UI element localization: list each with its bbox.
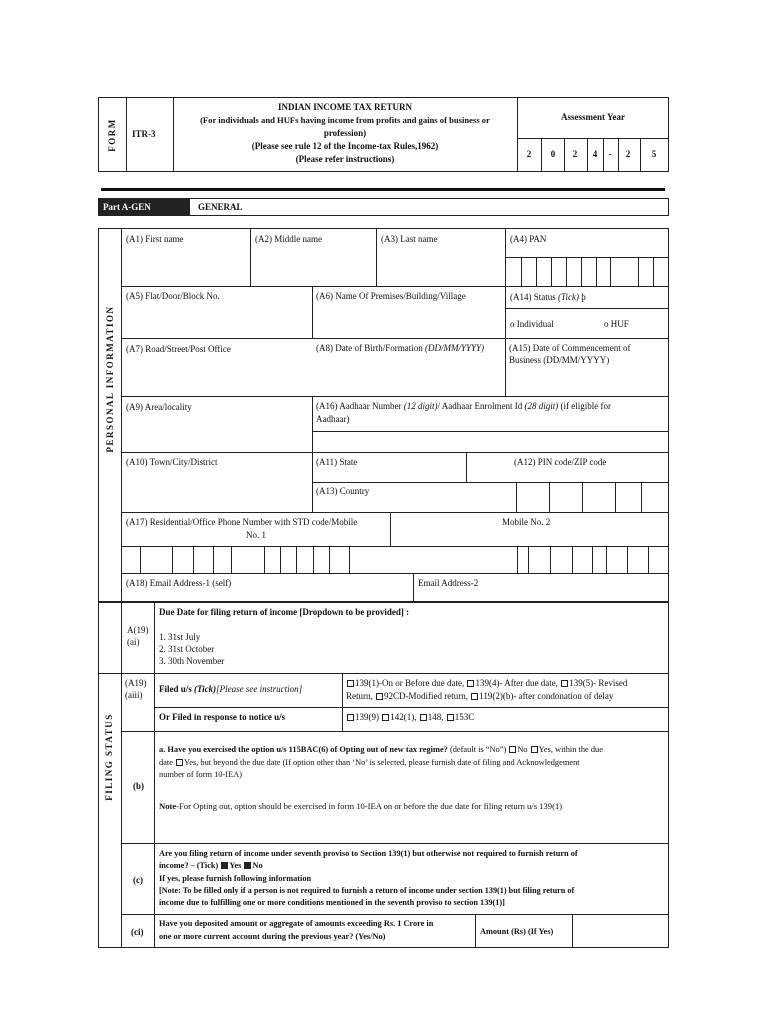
- checkbox-icon[interactable]: [509, 746, 516, 753]
- premises-label: (A6) Name Of Premises/Building/Village: [316, 291, 466, 301]
- c-line-4: [Note: To be filled only if a person is not required to furnish a return of income under section 139(1) but filing return of: [159, 886, 575, 895]
- form-title: INDIAN INCOME TAX RETURN: [278, 102, 412, 112]
- personal-info-side-label: PERSONAL INFORMATION: [105, 305, 115, 453]
- checkbox-icon[interactable]: [244, 862, 251, 869]
- a19-aiii-label-2: (aiii): [125, 690, 143, 700]
- last-name-label: (A3) Last name: [381, 234, 438, 244]
- c-line-1: Are you filing return of income under seventh proviso to Section 139(1) but otherwise not required to furnish return of: [159, 849, 578, 858]
- flat-door-label: (A5) Flat/Door/Block No.: [126, 291, 220, 301]
- status-individual-option[interactable]: o Individual: [510, 319, 554, 329]
- status-label: (A14) Status (Tick) þ: [510, 292, 586, 302]
- due-date-title: Due Date for filing return of income [Dropdown to be provided] :: [159, 607, 410, 617]
- town-city-label: (A10) Town/City/District: [126, 457, 218, 467]
- c-line-3: If yes, please furnish following information: [159, 874, 312, 883]
- commencement-label-1: (A15) Date of Commencement of: [509, 343, 631, 353]
- checkbox-icon[interactable]: [347, 714, 354, 721]
- dob-label: (A8) Date of Birth/Formation (DD/MM/YYYY): [316, 343, 484, 353]
- checkbox-icon[interactable]: [561, 680, 568, 687]
- status-huf-option[interactable]: o HUF: [604, 319, 629, 329]
- filed-under-label: Filed u/s (Tick)[Please see instruction]: [159, 684, 303, 694]
- email-2-label: Email Address-2: [418, 578, 479, 588]
- checkbox-icon[interactable]: [467, 680, 474, 687]
- a19-ai-label-2: (ai): [127, 637, 140, 647]
- b-question-line-1: a. Have you exercised the option u/s 115BAC(6) of Opting out of new tax regime? (default is “No”) No Yes, within the due: [159, 745, 603, 754]
- ci-amount-input[interactable]: [573, 915, 668, 947]
- ci-label: (ci): [131, 927, 144, 937]
- separator: [101, 188, 665, 191]
- checkbox-icon[interactable]: [420, 714, 427, 721]
- ci-question-1: Have you deposited amount or aggregate of amounts exceeding Rs. 1 Crore in: [159, 919, 434, 928]
- phone-label-2: No. 1: [246, 530, 266, 540]
- due-date-option[interactable]: 1. 31st July: [159, 632, 201, 642]
- b-note: Note-For Opting out, option should be exercised in form 10-IEA on or before the due date for filing return u/s 139(1): [159, 801, 563, 811]
- ay-digit: 4: [592, 149, 598, 159]
- c-line-5: income due to fulfilling one or more conditions mentioned in the seventh proviso to section 139(1)]: [159, 898, 505, 907]
- state-label: (A11) State: [316, 457, 358, 467]
- ci-amount-label: Amount (Rs) (If Yes): [480, 927, 554, 936]
- ci-question-2: one or more current account during the previous year? (Yes/No): [159, 932, 386, 941]
- country-label: (A13) Country: [316, 486, 370, 496]
- checkbox-icon[interactable]: [471, 693, 478, 700]
- ay-digit: 2: [572, 149, 578, 159]
- aadhaar-label: (A16) Aadhaar Number (12 digit)/ Aadhaar Enrolment Id (28 digit) (if eligible for: [316, 401, 611, 411]
- checkbox-icon[interactable]: [347, 680, 354, 687]
- email-1-label: (A18) Email Address-1 (self): [126, 578, 232, 588]
- b-label: (b): [133, 781, 144, 791]
- filing-status-side-label: FILING STATUS: [104, 713, 114, 801]
- pin-code-label: (A12) PIN code/ZIP code: [514, 457, 607, 467]
- middle-name-label: (A2) Middle name: [255, 234, 322, 244]
- first-name-label: (A1) First name: [126, 234, 184, 244]
- due-date-option[interactable]: 2. 31st October: [159, 644, 215, 654]
- mobile-2-label: Mobile No. 2: [502, 517, 551, 527]
- part-code: Part A-GEN: [103, 202, 151, 212]
- checkbox-icon[interactable]: [531, 746, 538, 753]
- a19-ai-label-1: A(19): [127, 625, 149, 635]
- road-street-label: (A7) Road/Street/Post Office: [126, 344, 231, 354]
- checkbox-icon[interactable]: [382, 714, 389, 721]
- ay-digit: 2: [526, 149, 532, 159]
- form-code: ITR-3: [132, 129, 156, 139]
- checkbox-icon[interactable]: [376, 693, 383, 700]
- filed-sections-line-1[interactable]: 139(1)-On or Before due date, 139(4)- After due date, 139(5)- Revised: [346, 677, 627, 689]
- form-label: FORM: [107, 118, 117, 152]
- assessment-year-label: Assessment Year: [561, 112, 625, 122]
- checkbox-icon[interactable]: [176, 759, 183, 766]
- area-locality-label: (A9) Area/locality: [126, 402, 192, 412]
- c-line-2: income? – (Tick) Yes No: [159, 861, 263, 870]
- a19-aiii-label-1: (A19): [125, 678, 147, 688]
- c-label: (c): [133, 875, 143, 885]
- ay-digit: 5: [651, 149, 657, 159]
- checkbox-icon[interactable]: [221, 862, 228, 869]
- checkbox-icon[interactable]: [447, 714, 454, 721]
- commencement-label-2: Business (DD/MM/YYYY): [509, 355, 610, 365]
- due-date-option[interactable]: 3. 30th November: [159, 656, 225, 666]
- notice-label: Or Filed in response to notice u/s: [159, 712, 286, 722]
- b-question-line-3: number of form 10-IEA): [159, 770, 243, 779]
- ay-digit: 2: [625, 149, 631, 159]
- pan-label: (A4) PAN: [510, 234, 547, 244]
- filed-sections-line-2[interactable]: Return, 92CD-Modified return, 119(2)(b)- after condonation of delay: [346, 691, 614, 701]
- part-name: GENERAL: [198, 202, 243, 212]
- notice-options[interactable]: 139(9) 142(1), 148, 153C: [346, 711, 474, 723]
- ay-digit: -: [608, 149, 612, 159]
- ay-digit: 0: [550, 149, 556, 159]
- phone-label-1: (A17) Residential/Office Phone Number with STD code/Mobile: [126, 517, 358, 527]
- b-question-line-2: date Yes, but beyond the due date (If option other than ‘No’ is selected, please furnish date of filing and Acknowledgement: [159, 758, 580, 767]
